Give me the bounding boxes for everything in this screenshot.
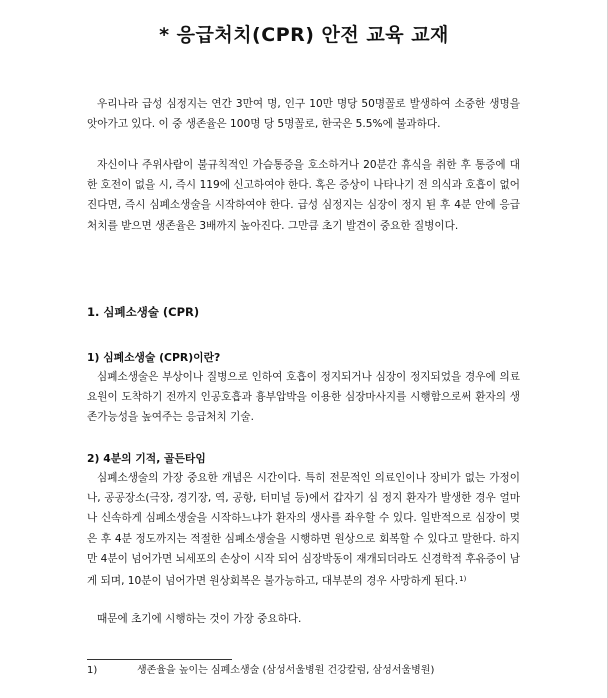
- intro-paragraph-2: 자신이나 주위사람이 불규칙적인 가슴통증을 호소하거나 20분간 휴식을 취한 후 통증에 대한 호전이 없을 시, 즉시 119에 신고하여야 한다. 혹은 증상이 나타나기 전 의식과 호흡이 없어진다면, 즉시 심폐소생술을 시작하여야 한다. 급성 심정지는 심장이 정지 된 후 4분 안에 응급처치를 받으면 생존율은 3배까지 높아진다. 그만큼 초기 발견이 중요한 질병이다.: [87, 159, 520, 232]
- intro-paragraph-1: 우리나라 급성 심정지는 연간 3만여 명, 인구 10만 명당 50명꼴로 발생하여 소중한 생명을 앗아가고 있다. 이 중 생존율은 100명 당 5명꼴로, 한국은 5.5%에 불과하다.: [87, 98, 520, 131]
- footnote-text: 생존율을 높이는 심폐소생술 (삼성서울병원 건강칼럼, 삼성서울병원): [137, 665, 435, 676]
- golden-time-closing: 때문에 초기에 시행하는 것이 가장 중요하다.: [97, 613, 302, 625]
- subsection-heading-what-is-cpr: 1) 심폐소생술 (CPR)이란?: [87, 351, 221, 364]
- footnote-reference: 1): [459, 575, 467, 584]
- section-heading-cpr: 1. 심폐소생술 (CPR): [87, 305, 200, 319]
- cpr-definition-paragraph: 심폐소생술은 부상이나 질병으로 인하여 호흡이 정지되거나 심장이 정지되었을 경우에 의료요원이 도착하기 전까지 인공호흡과 흉부압박을 이용한 심장마사지를 시행함으로써 환자의 생존가능성을 높여주는 응급처치 기술.: [87, 371, 520, 424]
- footnote-separator: [87, 659, 232, 660]
- footnote-marker: 1): [87, 665, 98, 676]
- subsection-heading-golden-time: 2) 4분의 기적, 골든타임: [87, 452, 206, 465]
- footnote: [87, 664, 527, 678]
- golden-time-paragraph: 심폐소생술의 가장 중요한 개념은 시간이다. 특히 전문적인 의료인이나 장비가 없는 가정이나, 공공장소(극장, 경기장, 역, 공항, 터미널 등)에서 갑자기 심 정지 환자가 발생한 경우 얼마나 신속하게 심폐소생술을 시작하느냐가 환자의 생사를 좌우할 수 있다. 일반적으로 심장이 멎은 후 4분 정도까지는 적절한 심폐소생술을 시행하면 원상으로 회복할 수 있다고 말한다. 하지만 4분이 넘어가면 뇌세포의 손상이 시작 되어 심장박동이 재개되더라도 신경학적 후유증이 남게 되며, 10분이 넘어가면 원상회복은 불가능하고, 대부분의 경우 사망하게 된다.$^{1)}$: [87, 472, 520, 588]
- document-title: * 응급처치(CPR) 안전 교육 교재: [159, 24, 449, 46]
